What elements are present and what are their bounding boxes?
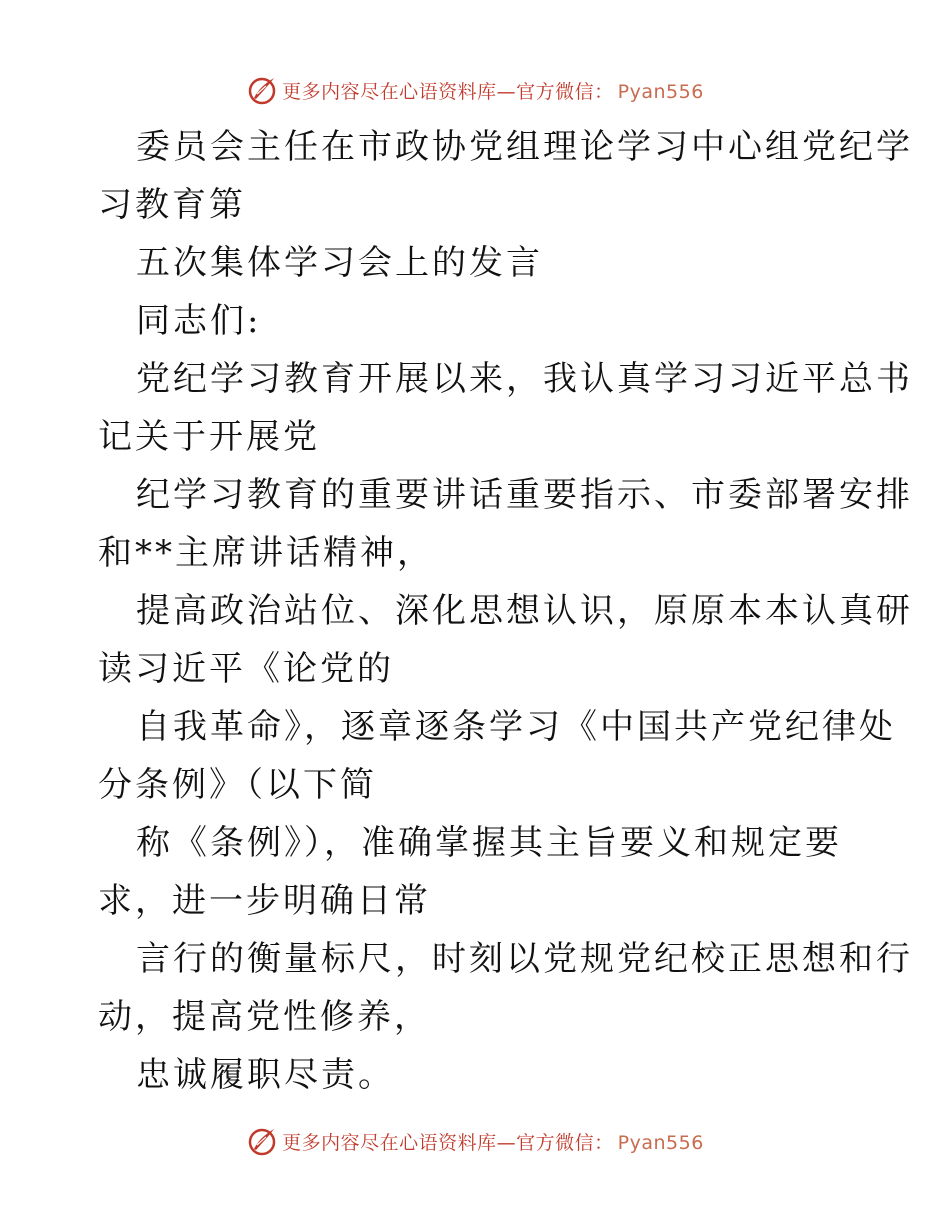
wechat-id: Pyan556	[617, 1131, 704, 1154]
paragraph-line: 和**主席讲话精神，	[98, 533, 434, 573]
salutation: 同志们:	[136, 301, 262, 341]
footer-watermark-banner	[0, 1121, 950, 1161]
paragraph-line: 称《条例》），准确掌握其主旨要义和规定要	[136, 823, 842, 863]
paragraph-line: 动，提高党性修养，	[98, 997, 431, 1037]
paragraph-line: 提高政治站位、深化思想认识，原原本本认真研	[136, 591, 913, 631]
paragraph-line: 记关于开展党	[98, 417, 320, 457]
paragraph-line: 党纪学习教育开展以来，我认真学习习近平总书	[136, 359, 913, 399]
paragraph-line: 读习近平《论党的	[98, 649, 394, 689]
paragraph-line: 纪学习教育的重要讲话重要指示、市委部署安排	[136, 475, 913, 515]
feather-seal-icon	[246, 74, 278, 106]
document-title-line: 五次集体学习会上的发言	[136, 243, 543, 283]
wechat-id: Pyan556	[617, 80, 704, 103]
paragraph-line: 求，进一步明确日常	[98, 881, 431, 921]
paragraph-line: 自我革命》，逐章逐条学习《中国共产党纪律处	[136, 707, 896, 747]
paragraph-line: 言行的衡量标尺，时刻以党规党纪校正思想和行	[136, 939, 913, 979]
paragraph-line: 忠诚履职尽责。	[136, 1055, 395, 1095]
header-watermark-banner	[0, 70, 950, 110]
document-body	[98, 118, 913, 1104]
document-title-line: 习教育第	[98, 185, 246, 225]
watermark-text: 更多内容尽在心语资料库—官方微信： Pyan556	[282, 1131, 704, 1154]
paragraph-line: 分条例》（以下简	[98, 765, 377, 805]
feather-seal-icon	[246, 1125, 278, 1157]
watermark-text: 更多内容尽在心语资料库—官方微信： Pyan556	[282, 80, 704, 103]
document-title-line: 委员会主任在市政协党组理论学习中心组党纪学	[136, 127, 913, 167]
